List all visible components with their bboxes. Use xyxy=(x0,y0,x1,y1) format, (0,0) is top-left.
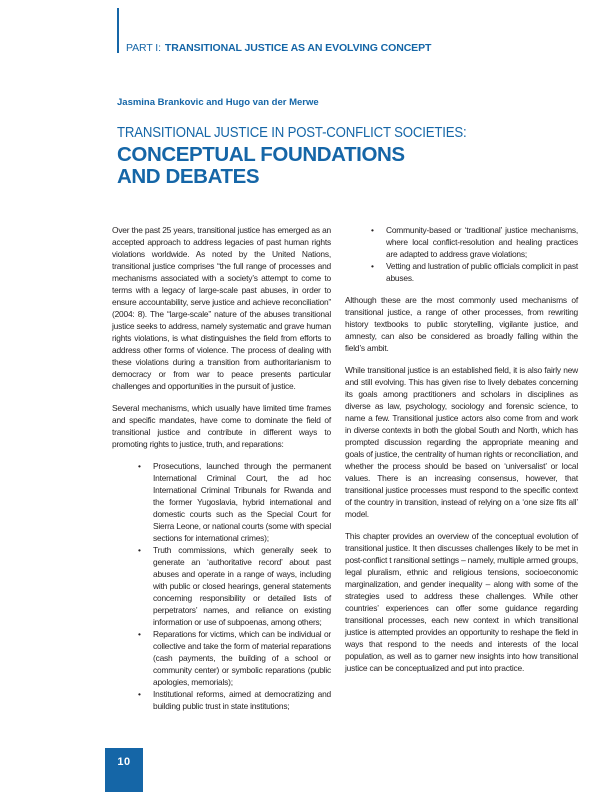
paragraph: This chapter provides an overview of the conceptual evolution of transitional justice. It then discusses challenges likely to be met in post-conflict t ransitional settings – namely, multiple armed groups, legal pluralism, ethnic and religious tensions, socioeconomic marginalization, and gender inequality – along with some of the strategies used to address these challenges. While other countries’ experiences can offer some guidance regarding transitional processes, each new context in which transitional justice is attempted provides an opportunity to reshape the field in ways that respond to the needs and interests of the local population, as well as to garner new insights into how transitional justice can be conceptualized and put into practice. xyxy=(345,531,578,673)
paragraph: Several mechanisms, which usually have limited time frames and specific mandates, have come to dominate the field of transitional justice and contribute in different ways to promoting rights to justice, truth, and reparations: xyxy=(112,403,331,449)
bullet-marker: • xyxy=(138,545,141,555)
bullet-marker: • xyxy=(138,689,141,699)
bullet-text: Vetting and lustration of public officials complicit in past abuses. xyxy=(386,261,578,283)
chapter-title-block xyxy=(117,124,514,188)
chapter-title-kicker: TRANSITIONAL JUSTICE IN POST-CONFLICT SOCIETIES: xyxy=(117,124,467,141)
chapter-title-line2: AND DEBATES xyxy=(117,165,260,188)
part-header xyxy=(126,42,431,54)
bullet-item-prosecutions xyxy=(112,460,331,544)
page-number: 10 xyxy=(117,756,131,768)
bullet-text: Institutional reforms, aimed at democratizing and building public trust in state institutions; xyxy=(153,689,331,711)
bullet-marker: • xyxy=(138,461,141,471)
mechanisms-bullet-list-continued xyxy=(345,224,578,284)
bullet-text: Reparations for victims, which can be individual or collective and take the form of material reparations (cash payments, the building of a school or community center) or symbolic reparations (public apologies, memorials); xyxy=(153,629,331,687)
bullet-item-community-justice xyxy=(345,224,578,260)
bullet-text: Community-based or ‘traditional’ justice mechanisms, where local conflict-resolution and healing practices are adapted to address grave violations; xyxy=(386,225,578,259)
paragraph: While transitional justice is an established field, it is also fairly new and still evolving. This has given rise to lively debates concerning its goals among practitioners and scholars in disciplines as diverse as law, psychology, sociology and forensic science, to name a few. Transitional justice actors also come from and work in diverse contexts in both the global South and North, which has prompted discussion regarding the appropriate meaning and goals of justice, the centrality of human rights or reconciliation, and whether the process should be based on ‘universalist’ or local values. There is an increasing consensus, however, that transitional justice processes must respond to the specific context of the country in transition, instead of relying on a ‘one size fits all’ model. xyxy=(345,365,578,519)
right-column xyxy=(345,224,578,722)
bullet-text: Prosecutions, launched through the permanent International Criminal Court, the ad hoc International Criminal Tribunals for Rwanda and the former Yugoslavia, hybrid international and domestic courts such as the Special Court for Sierra Leone, or national courts (some with special sections for international crimes); xyxy=(153,461,331,543)
authors-line: Jasmina Brankovic and Hugo van der Merwe xyxy=(117,97,319,108)
body-columns xyxy=(112,224,578,722)
mechanisms-bullet-list xyxy=(112,460,331,712)
bullet-text: Truth commissions, which generally seek to generate an ‘authoritative record’ about past abuses and operate in a range of ways, including with public or closed hearings, general statements concerning responsibility or detailed lists of perpetrators’ names, and reliance on existing information or use of subpoenas, among others; xyxy=(153,545,331,627)
bullet-marker: • xyxy=(371,225,374,235)
bullet-item-vetting-lustration xyxy=(345,260,578,284)
page-number-badge xyxy=(105,748,143,792)
bullet-marker: • xyxy=(371,261,374,271)
bullet-marker: • xyxy=(138,629,141,639)
bullet-item-reparations xyxy=(112,628,331,688)
left-column xyxy=(112,224,331,722)
paragraph: Over the past 25 years, transitional justice has emerged as an accepted approach to address legacies of past human rights violations worldwide. As noted by the United Nations, transitional justice comprises “the full range of processes and mechanisms associated with a society’s attempt to come to terms with a legacy of large-scale past abuses, in order to ensure accountability, serve justice and achieve reconciliation” (2004: 8). The “large-scale” nature of the abuses transitional justice seeks to address, namely systematic and grave human rights violations, is what distinguishes the field from efforts to address other forms of violence. The process of dealing with these violations during a transition from authoritarianism to democracy or from war to peace presents particular challenges and opportunities in the pursuit of justice. xyxy=(112,225,331,391)
bullet-item-truth-commissions xyxy=(112,544,331,628)
part-header-rule xyxy=(117,8,119,53)
paragraph: Although these are the most commonly used mechanisms of transitional justice, a range of other processes, from rewriting history textbooks to public storytelling, vigilante justice, and amnesty, can also be considered as broadly falling within the field’s ambit. xyxy=(345,295,578,353)
chapter-title-line1: CONCEPTUAL FOUNDATIONS xyxy=(117,143,405,166)
part-title: TRANSITIONAL JUSTICE AS AN EVOLVING CONCEPT xyxy=(164,42,432,54)
bullet-item-institutional-reforms xyxy=(112,688,331,712)
part-label: PART I: xyxy=(126,42,161,54)
